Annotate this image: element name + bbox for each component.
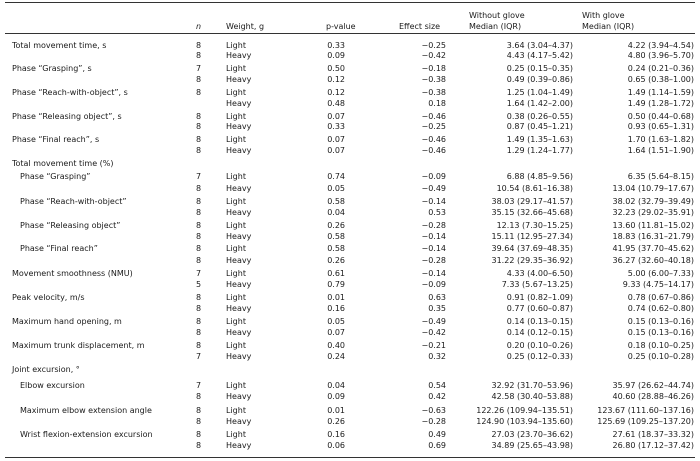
row-label: Phase “Reach-with-object” <box>20 197 127 206</box>
row-pvalue: 0.06 <box>327 441 345 450</box>
row-effect-size: 0.18 <box>428 99 446 108</box>
row-effect-size: −0.14 <box>421 232 446 241</box>
row-pvalue: 0.04 <box>327 381 345 390</box>
row-n: 8 <box>196 41 202 50</box>
row-without-glove: 0.49 (0.39–0.86) <box>506 75 573 84</box>
row-n: 8 <box>196 232 202 241</box>
row-pvalue: 0.07 <box>327 328 345 337</box>
row-with-glove: 0.74 (0.62–0.80) <box>627 304 694 313</box>
row-effect-size: −0.25 <box>421 41 446 50</box>
row-weight: Heavy <box>226 280 252 289</box>
row-weight: Light <box>226 197 246 206</box>
row-n: 8 <box>196 88 202 97</box>
row-pvalue: 0.09 <box>327 392 345 401</box>
row-label: Phase “Final reach” <box>20 244 98 253</box>
row-without-glove: 1.29 (1.24–1.77) <box>506 146 573 155</box>
row-effect-size: −0.28 <box>421 256 446 265</box>
row-without-glove: 122.26 (109.94–135.51) <box>476 406 573 415</box>
row-pvalue: 0.58 <box>327 244 345 253</box>
row-weight: Heavy <box>226 417 252 426</box>
row-without-glove: 38.03 (29.17–41.57) <box>491 197 573 206</box>
row-with-glove: 35.97 (26.62–44.74) <box>612 381 694 390</box>
row-without-glove: 1.49 (1.35–1.63) <box>506 135 573 144</box>
header-rule <box>5 33 695 34</box>
row-label: Maximum trunk displacement, m <box>12 341 145 350</box>
row-n: 8 <box>196 112 202 121</box>
row-label: Peak velocity, m/s <box>12 293 85 302</box>
row-weight: Light <box>226 269 246 278</box>
row-pvalue: 0.01 <box>327 293 345 302</box>
row-effect-size: −0.42 <box>421 51 446 60</box>
row-n: 8 <box>196 406 202 415</box>
row-label: Movement smoothness (NMU) <box>12 269 133 278</box>
row-pvalue: 0.24 <box>327 352 345 361</box>
row-with-glove: 1.49 (1.28–1.72) <box>627 99 694 108</box>
row-n: 8 <box>196 122 202 131</box>
row-effect-size: 0.35 <box>428 304 446 313</box>
row-n: 8 <box>196 392 202 401</box>
row-with-glove: 9.33 (4.75–14.17) <box>622 280 694 289</box>
row-n: 8 <box>196 51 202 60</box>
row-pvalue: 0.16 <box>327 304 345 313</box>
row-weight: Heavy <box>226 146 252 155</box>
row-weight: Light <box>226 317 246 326</box>
row-with-glove: 38.02 (32.79–39.49) <box>612 197 694 206</box>
row-without-glove: 7.33 (5.67–13.25) <box>501 280 573 289</box>
header-n: n <box>196 22 202 31</box>
row-effect-size: −0.21 <box>421 341 446 350</box>
row-weight: Heavy <box>226 304 252 313</box>
row-weight: Light <box>226 172 246 181</box>
row-with-glove: 1.70 (1.63–1.82) <box>627 135 694 144</box>
row-effect-size: −0.49 <box>421 184 446 193</box>
bottom-rule <box>5 457 695 458</box>
row-n: 8 <box>196 441 202 450</box>
row-pvalue: 0.33 <box>327 41 345 50</box>
row-n: 7 <box>196 64 202 73</box>
row-n: 8 <box>196 256 202 265</box>
row-without-glove: 0.14 (0.12–0.15) <box>506 328 573 337</box>
row-weight: Light <box>226 430 246 439</box>
row-effect-size: 0.63 <box>428 293 446 302</box>
row-weight: Heavy <box>226 328 252 337</box>
row-with-glove: 0.24 (0.21–0.36) <box>627 64 694 73</box>
header-with-glove: With glove <box>582 11 625 20</box>
row-effect-size: −0.14 <box>421 197 446 206</box>
row-pvalue: 0.50 <box>327 64 345 73</box>
row-label: Phase “Grasping” <box>20 172 91 181</box>
row-n: 7 <box>196 269 202 278</box>
row-n: 8 <box>196 304 202 313</box>
row-effect-size: −0.49 <box>421 317 446 326</box>
row-label: Maximum hand opening, m <box>12 317 122 326</box>
row-n: 8 <box>196 341 202 350</box>
row-weight: Light <box>226 381 246 390</box>
row-weight: Heavy <box>226 392 252 401</box>
row-label: Phase “Final reach”, s <box>12 135 100 144</box>
row-with-glove: 6.35 (5.64–8.15) <box>627 172 694 181</box>
row-label: Elbow excursion <box>20 381 85 390</box>
row-n: 8 <box>196 293 202 302</box>
row-effect-size: 0.53 <box>428 208 446 217</box>
row-without-glove: 15.11 (12.95–27.34) <box>491 232 573 241</box>
row-pvalue: 0.05 <box>327 317 345 326</box>
row-effect-size: −0.46 <box>421 135 446 144</box>
row-weight: Light <box>226 112 246 121</box>
header-without-glove: Without glove <box>469 11 525 20</box>
row-without-glove: 39.64 (37.69–48.35) <box>491 244 573 253</box>
row-with-glove: 26.80 (17.12–37.42) <box>612 441 694 450</box>
row-effect-size: −0.38 <box>421 75 446 84</box>
row-without-glove: 0.87 (0.45–1.21) <box>506 122 573 131</box>
row-effect-size: −0.09 <box>421 172 446 181</box>
row-n: 7 <box>196 172 202 181</box>
row-effect-size: 0.54 <box>428 381 446 390</box>
row-effect-size: −0.42 <box>421 328 446 337</box>
row-n: 8 <box>196 244 202 253</box>
row-n: 8 <box>196 328 202 337</box>
row-pvalue: 0.48 <box>327 99 345 108</box>
row-with-glove: 41.95 (37.70–45.62) <box>612 244 694 253</box>
row-effect-size: −0.18 <box>421 64 446 73</box>
row-without-glove: 0.91 (0.82–1.09) <box>506 293 573 302</box>
row-pvalue: 0.05 <box>327 184 345 193</box>
row-without-glove: 0.25 (0.15–0.35) <box>506 64 573 73</box>
row-without-glove: 0.38 (0.26–0.55) <box>506 112 573 121</box>
row-weight: Heavy <box>226 441 252 450</box>
row-label: Joint excursion, ° <box>12 365 80 374</box>
row-with-glove: 123.67 (111.60–137.16) <box>597 406 694 415</box>
row-with-glove: 0.65 (0.38–1.00) <box>627 75 694 84</box>
row-without-glove: 31.22 (29.35–36.92) <box>491 256 573 265</box>
row-weight: Light <box>226 293 246 302</box>
row-pvalue: 0.07 <box>327 146 345 155</box>
row-pvalue: 0.26 <box>327 256 345 265</box>
row-weight: Heavy <box>226 232 252 241</box>
row-pvalue: 0.16 <box>327 430 345 439</box>
row-weight: Heavy <box>226 256 252 265</box>
row-effect-size: −0.14 <box>421 269 446 278</box>
row-weight: Light <box>226 406 246 415</box>
row-pvalue: 0.26 <box>327 417 345 426</box>
row-pvalue: 0.33 <box>327 122 345 131</box>
row-weight: Heavy <box>226 208 252 217</box>
header-with-median: Median (IQR) <box>582 22 635 31</box>
row-weight: Light <box>226 88 246 97</box>
row-n: 8 <box>196 146 202 155</box>
row-pvalue: 0.07 <box>327 135 345 144</box>
row-with-glove: 0.78 (0.67–0.86) <box>627 293 694 302</box>
row-weight: Light <box>226 244 246 253</box>
row-with-glove: 5.00 (6.00–7.33) <box>627 269 694 278</box>
row-with-glove: 1.49 (1.14–1.59) <box>627 88 694 97</box>
row-without-glove: 4.33 (4.00–6.50) <box>506 269 573 278</box>
row-weight: Heavy <box>226 99 252 108</box>
row-with-glove: 32.23 (29.02–35.91) <box>612 208 694 217</box>
row-pvalue: 0.79 <box>327 280 345 289</box>
row-pvalue: 0.12 <box>327 88 345 97</box>
row-effect-size: −0.09 <box>421 280 446 289</box>
row-with-glove: 13.04 (10.79–17.67) <box>612 184 694 193</box>
row-label: Phase “Reach-with-object”, s <box>12 88 128 97</box>
row-weight: Light <box>226 221 246 230</box>
row-without-glove: 1.64 (1.42–2.00) <box>506 99 573 108</box>
row-weight: Heavy <box>226 75 252 84</box>
row-label: Phase “Releasing object”, s <box>12 112 122 121</box>
row-without-glove: 27.03 (23.70–36.62) <box>491 430 573 439</box>
row-pvalue: 0.40 <box>327 341 345 350</box>
row-n: 8 <box>196 184 202 193</box>
row-with-glove: 0.15 (0.13–0.16) <box>627 328 694 337</box>
row-without-glove: 0.20 (0.10–0.26) <box>506 341 573 350</box>
row-effect-size: 0.42 <box>428 392 446 401</box>
row-without-glove: 124.90 (103.94–135.60) <box>476 417 573 426</box>
row-with-glove: 4.22 (3.94–4.54) <box>627 41 694 50</box>
header-effect-size: Effect size <box>399 22 441 31</box>
row-n: 8 <box>196 430 202 439</box>
header-without-median: Median (IQR) <box>469 22 522 31</box>
row-without-glove: 10.54 (8.61–16.38) <box>496 184 573 193</box>
row-weight: Light <box>226 341 246 350</box>
row-pvalue: 0.58 <box>327 232 345 241</box>
row-pvalue: 0.01 <box>327 406 345 415</box>
row-pvalue: 0.26 <box>327 221 345 230</box>
row-with-glove: 0.15 (0.13–0.16) <box>627 317 694 326</box>
row-n: 8 <box>196 221 202 230</box>
row-effect-size: −0.28 <box>421 417 446 426</box>
row-pvalue: 0.09 <box>327 51 345 60</box>
row-weight: Heavy <box>226 184 252 193</box>
row-without-glove: 34.89 (25.65–43.98) <box>491 441 573 450</box>
row-with-glove: 1.64 (1.51–1.90) <box>627 146 694 155</box>
row-n: 7 <box>196 381 202 390</box>
header-weight: Weight, g <box>226 22 265 31</box>
row-with-glove: 18.83 (16.31–21.79) <box>612 232 694 241</box>
row-with-glove: 4.80 (3.96–5.70) <box>627 51 694 60</box>
row-weight: Heavy <box>226 122 252 131</box>
row-n: 8 <box>196 75 202 84</box>
row-n: 8 <box>196 317 202 326</box>
row-without-glove: 0.25 (0.12–0.33) <box>506 352 573 361</box>
row-without-glove: 35.15 (32.66–45.68) <box>491 208 573 217</box>
row-n: 8 <box>196 417 202 426</box>
row-with-glove: 0.25 (0.10–0.28) <box>627 352 694 361</box>
row-n: 5 <box>196 280 202 289</box>
row-with-glove: 36.27 (32.60–40.18) <box>612 256 694 265</box>
header-pvalue: p-value <box>326 22 356 31</box>
row-weight: Heavy <box>226 51 252 60</box>
row-effect-size: 0.32 <box>428 352 446 361</box>
row-pvalue: 0.58 <box>327 197 345 206</box>
row-pvalue: 0.74 <box>327 172 345 181</box>
row-effect-size: −0.38 <box>421 88 446 97</box>
row-without-glove: 4.43 (4.17–5.42) <box>506 51 573 60</box>
row-with-glove: 40.60 (28.88–46.26) <box>612 392 694 401</box>
row-n: 8 <box>196 197 202 206</box>
row-effect-size: −0.25 <box>421 122 446 131</box>
top-rule <box>5 2 695 3</box>
row-effect-size: −0.28 <box>421 221 446 230</box>
row-effect-size: −0.46 <box>421 146 446 155</box>
row-n: 8 <box>196 135 202 144</box>
row-pvalue: 0.61 <box>327 269 345 278</box>
row-with-glove: 125.69 (109.25–137.20) <box>597 417 694 426</box>
row-without-glove: 0.14 (0.13–0.15) <box>506 317 573 326</box>
row-effect-size: 0.69 <box>428 441 446 450</box>
row-without-glove: 6.88 (4.85–9.56) <box>506 172 573 181</box>
row-with-glove: 27.61 (18.37–33.32) <box>612 430 694 439</box>
row-with-glove: 0.50 (0.44–0.68) <box>627 112 694 121</box>
row-without-glove: 1.25 (1.04–1.49) <box>506 88 573 97</box>
row-label: Phase “Grasping”, s <box>12 64 92 73</box>
row-effect-size: −0.63 <box>421 406 446 415</box>
row-weight: Heavy <box>226 352 252 361</box>
row-weight: Light <box>226 64 246 73</box>
row-weight: Light <box>226 41 246 50</box>
row-label: Total movement time (%) <box>12 159 114 168</box>
row-with-glove: 0.93 (0.65–1.31) <box>627 122 694 131</box>
row-pvalue: 0.07 <box>327 112 345 121</box>
row-effect-size: 0.49 <box>428 430 446 439</box>
row-without-glove: 32.92 (31.70–53.96) <box>491 381 573 390</box>
row-label: Total movement time, s <box>12 41 107 50</box>
row-weight: Light <box>226 135 246 144</box>
row-effect-size: −0.14 <box>421 244 446 253</box>
row-n: 8 <box>196 208 202 217</box>
row-without-glove: 0.77 (0.60–0.87) <box>506 304 573 313</box>
row-effect-size: −0.46 <box>421 112 446 121</box>
row-label: Wrist flexion-extension excursion <box>20 430 153 439</box>
row-with-glove: 0.18 (0.10–0.25) <box>627 341 694 350</box>
row-without-glove: 42.58 (30.40–53.88) <box>491 392 573 401</box>
row-without-glove: 3.64 (3.04–4.37) <box>506 41 573 50</box>
row-label: Phase “Releasing object” <box>20 221 121 230</box>
row-without-glove: 12.13 (7.30–15.25) <box>496 221 573 230</box>
row-pvalue: 0.04 <box>327 208 345 217</box>
row-label: Maximum elbow extension angle <box>20 406 152 415</box>
row-with-glove: 13.60 (11.81–15.02) <box>612 221 694 230</box>
row-n: 7 <box>196 352 202 361</box>
row-pvalue: 0.12 <box>327 75 345 84</box>
